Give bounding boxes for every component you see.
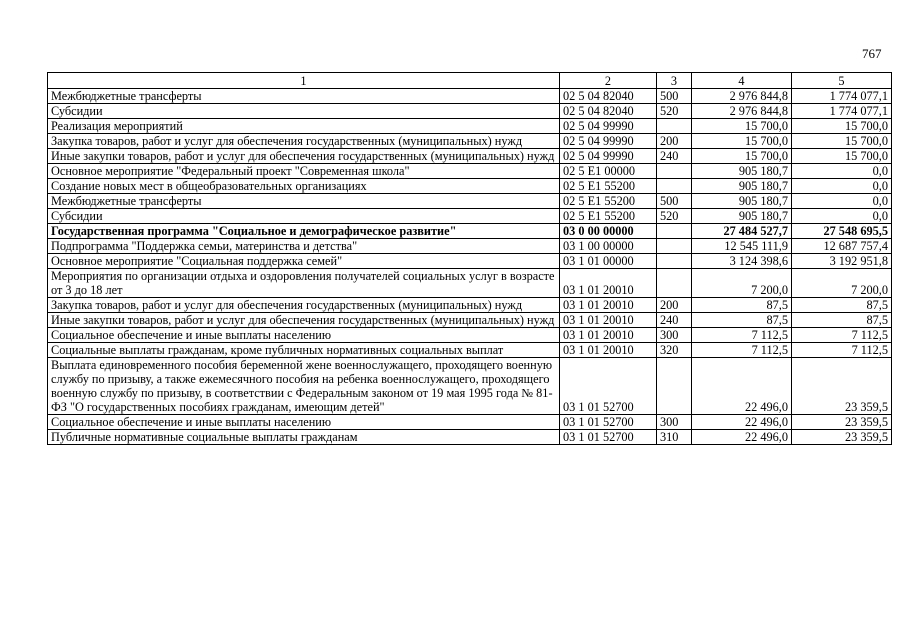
column-header-expense-type: 3 <box>657 73 692 89</box>
column-header-amount-year-2: 5 <box>792 73 892 89</box>
column-header-name: 1 <box>48 73 560 89</box>
cell-amount-year-2: 0,0 <box>792 194 892 209</box>
cell-expense-type: 300 <box>657 415 692 430</box>
cell-amount-year-1: 7 112,5 <box>692 343 792 358</box>
cell-expense-type: 240 <box>657 149 692 164</box>
cell-amount-year-1: 905 180,7 <box>692 164 792 179</box>
cell-name: Межбюджетные трансферты <box>48 194 560 209</box>
cell-name: Закупка товаров, работ и услуг для обеспечения государственных (муниципальных) нужд <box>48 134 560 149</box>
cell-code: 03 1 01 52700 <box>560 430 657 445</box>
cell-amount-year-2: 1 774 077,1 <box>792 104 892 119</box>
page-number: 767 <box>862 46 882 61</box>
cell-expense-type <box>657 254 692 269</box>
cell-code: 02 5 E1 00000 <box>560 164 657 179</box>
cell-amount-year-1: 7 112,5 <box>692 328 792 343</box>
cell-expense-type <box>657 224 692 239</box>
cell-name: Публичные нормативные социальные выплаты гражданам <box>48 430 560 445</box>
table-row <box>48 119 892 134</box>
cell-code: 02 5 04 82040 <box>560 89 657 104</box>
table-row <box>48 313 892 328</box>
table-row <box>48 224 892 239</box>
cell-amount-year-1: 87,5 <box>692 313 792 328</box>
cell-code: 03 1 01 52700 <box>560 358 657 415</box>
cell-amount-year-2: 7 200,0 <box>792 269 892 298</box>
cell-amount-year-2: 15 700,0 <box>792 149 892 164</box>
cell-expense-type: 500 <box>657 89 692 104</box>
cell-amount-year-2: 12 687 757,4 <box>792 239 892 254</box>
cell-amount-year-1: 22 496,0 <box>692 430 792 445</box>
cell-expense-type: 520 <box>657 104 692 119</box>
cell-amount-year-1: 22 496,0 <box>692 358 792 415</box>
table-row <box>48 430 892 445</box>
cell-name: Иные закупки товаров, работ и услуг для обеспечения государственных (муниципальных) нужд <box>48 313 560 328</box>
cell-amount-year-2: 87,5 <box>792 313 892 328</box>
table-row <box>48 104 892 119</box>
table-row <box>48 134 892 149</box>
table-row <box>48 179 892 194</box>
cell-name: Иные закупки товаров, работ и услуг для обеспечения государственных (муниципальных) нужд <box>48 149 560 164</box>
cell-code: 02 5 E1 55200 <box>560 194 657 209</box>
cell-name: Реализация мероприятий <box>48 119 560 134</box>
cell-name: Государственная программа "Социальное и демографическое развитие" <box>48 224 560 239</box>
cell-amount-year-2: 27 548 695,5 <box>792 224 892 239</box>
cell-amount-year-1: 15 700,0 <box>692 119 792 134</box>
cell-amount-year-1: 905 180,7 <box>692 179 792 194</box>
cell-amount-year-2: 23 359,5 <box>792 415 892 430</box>
cell-amount-year-2: 0,0 <box>792 209 892 224</box>
cell-amount-year-1: 15 700,0 <box>692 149 792 164</box>
table-row <box>48 343 892 358</box>
cell-code: 03 1 01 20010 <box>560 313 657 328</box>
table-row <box>48 239 892 254</box>
cell-code: 03 1 01 20010 <box>560 343 657 358</box>
cell-name: Основное мероприятие "Социальная поддержка семей" <box>48 254 560 269</box>
table-row <box>48 209 892 224</box>
cell-name: Социальное обеспечение и иные выплаты населению <box>48 415 560 430</box>
cell-code: 03 0 00 00000 <box>560 224 657 239</box>
cell-name: Межбюджетные трансферты <box>48 89 560 104</box>
cell-code: 03 1 01 20010 <box>560 269 657 298</box>
cell-expense-type <box>657 358 692 415</box>
cell-name: Мероприятия по организации отдыха и оздоровления получателей социальных услуг в возрасте от 3 до 18 лет <box>48 269 560 298</box>
cell-amount-year-2: 0,0 <box>792 164 892 179</box>
cell-expense-type: 240 <box>657 313 692 328</box>
cell-amount-year-2: 7 112,5 <box>792 328 892 343</box>
column-header-code: 2 <box>560 73 657 89</box>
cell-code: 02 5 E1 55200 <box>560 179 657 194</box>
cell-code: 03 1 00 00000 <box>560 239 657 254</box>
table-row <box>48 89 892 104</box>
cell-amount-year-1: 15 700,0 <box>692 134 792 149</box>
cell-code: 02 5 04 99990 <box>560 149 657 164</box>
cell-name: Подпрограмма "Поддержка семьи, материнства и детства" <box>48 239 560 254</box>
cell-amount-year-2: 1 774 077,1 <box>792 89 892 104</box>
table-row <box>48 164 892 179</box>
cell-name: Субсидии <box>48 209 560 224</box>
cell-amount-year-1: 905 180,7 <box>692 209 792 224</box>
cell-amount-year-1: 3 124 398,6 <box>692 254 792 269</box>
cell-amount-year-1: 87,5 <box>692 298 792 313</box>
table-row <box>48 415 892 430</box>
cell-amount-year-2: 15 700,0 <box>792 119 892 134</box>
cell-code: 03 1 01 20010 <box>560 328 657 343</box>
cell-name: Социальные выплаты гражданам, кроме публичных нормативных социальных выплат <box>48 343 560 358</box>
cell-amount-year-1: 12 545 111,9 <box>692 239 792 254</box>
cell-amount-year-1: 22 496,0 <box>692 415 792 430</box>
table-row <box>48 269 892 298</box>
table-body <box>48 89 892 445</box>
cell-amount-year-2: 23 359,5 <box>792 358 892 415</box>
cell-amount-year-2: 23 359,5 <box>792 430 892 445</box>
cell-amount-year-2: 0,0 <box>792 179 892 194</box>
cell-amount-year-2: 7 112,5 <box>792 343 892 358</box>
cell-expense-type: 500 <box>657 194 692 209</box>
cell-amount-year-2: 87,5 <box>792 298 892 313</box>
cell-name: Выплата единовременного пособия беременной жене военнослужащего, проходящего военную службу по призыву, а также ежемесячного пособия на ребенка военнослужащего, проходящего военную службу по призыву, в соответствии с Федеральным законом от 19 мая 1995 года № 81-ФЗ "О государственных пособиях гражданам, имеющим детей" <box>48 358 560 415</box>
table-header-row <box>48 73 892 89</box>
cell-expense-type <box>657 269 692 298</box>
cell-expense-type <box>657 179 692 194</box>
cell-name: Субсидии <box>48 104 560 119</box>
cell-code: 02 5 04 82040 <box>560 104 657 119</box>
cell-amount-year-1: 7 200,0 <box>692 269 792 298</box>
cell-amount-year-1: 27 484 527,7 <box>692 224 792 239</box>
cell-name: Создание новых мест в общеобразовательных организациях <box>48 179 560 194</box>
cell-amount-year-2: 3 192 951,8 <box>792 254 892 269</box>
cell-expense-type: 300 <box>657 328 692 343</box>
cell-code: 03 1 01 52700 <box>560 415 657 430</box>
cell-amount-year-2: 15 700,0 <box>792 134 892 149</box>
table-row <box>48 194 892 209</box>
budget-table <box>47 72 892 445</box>
cell-amount-year-1: 2 976 844,8 <box>692 89 792 104</box>
cell-name: Социальное обеспечение и иные выплаты населению <box>48 328 560 343</box>
cell-code: 03 1 01 20010 <box>560 298 657 313</box>
cell-amount-year-1: 905 180,7 <box>692 194 792 209</box>
cell-code: 03 1 01 00000 <box>560 254 657 269</box>
cell-code: 02 5 04 99990 <box>560 119 657 134</box>
table-row <box>48 358 892 415</box>
cell-amount-year-1: 2 976 844,8 <box>692 104 792 119</box>
cell-expense-type: 200 <box>657 134 692 149</box>
cell-expense-type <box>657 119 692 134</box>
cell-expense-type: 200 <box>657 298 692 313</box>
table-row <box>48 298 892 313</box>
cell-expense-type: 310 <box>657 430 692 445</box>
column-header-amount-year-1: 4 <box>692 73 792 89</box>
cell-code: 02 5 E1 55200 <box>560 209 657 224</box>
cell-expense-type: 520 <box>657 209 692 224</box>
cell-expense-type <box>657 164 692 179</box>
cell-code: 02 5 04 99990 <box>560 134 657 149</box>
cell-name: Основное мероприятие "Федеральный проект "Современная школа" <box>48 164 560 179</box>
table-row <box>48 254 892 269</box>
table-row <box>48 149 892 164</box>
cell-name: Закупка товаров, работ и услуг для обеспечения государственных (муниципальных) нужд <box>48 298 560 313</box>
cell-expense-type <box>657 239 692 254</box>
table-row <box>48 328 892 343</box>
cell-expense-type: 320 <box>657 343 692 358</box>
